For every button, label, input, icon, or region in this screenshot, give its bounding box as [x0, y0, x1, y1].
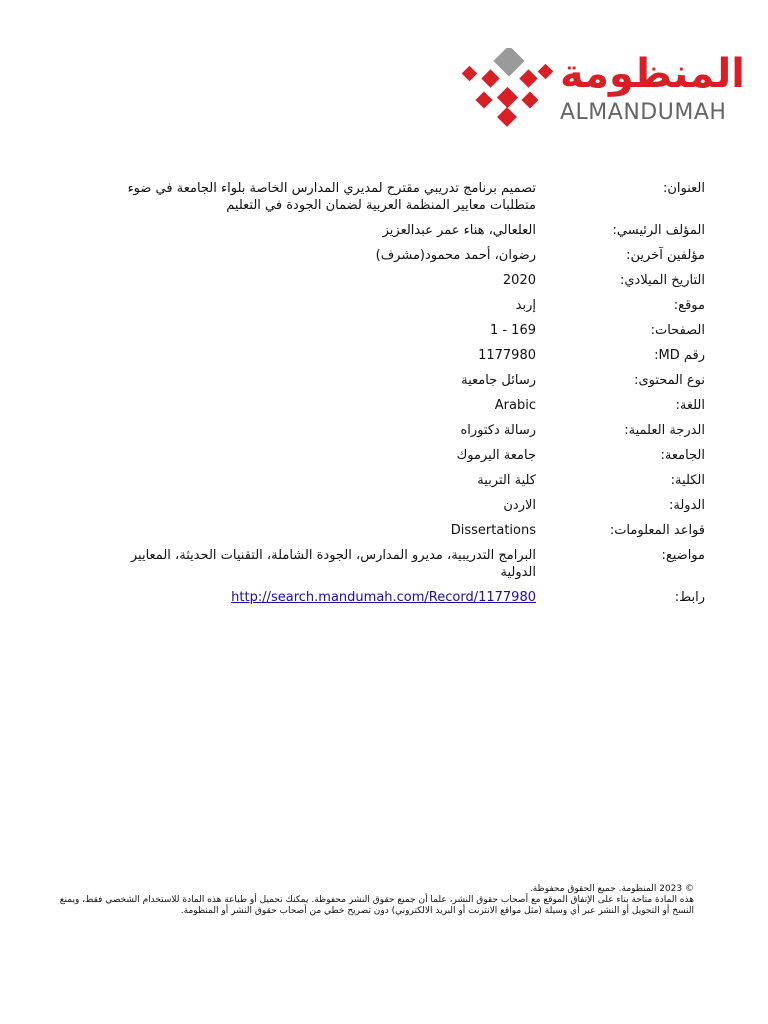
field-label: مؤلفين آخرين:	[626, 248, 705, 263]
field-label: المؤلف الرئيسي:	[612, 223, 705, 238]
field-label: الكلية:	[670, 473, 705, 488]
field-location	[100, 297, 705, 314]
field-other-authors	[100, 247, 705, 264]
field-label: مواضيع:	[661, 548, 705, 563]
almandumah-logo	[458, 48, 745, 128]
field-label: رابط:	[674, 590, 705, 605]
field-value: رسالة دكتوراه	[460, 423, 536, 438]
field-value: رسائل جامعية	[461, 373, 536, 388]
field-value	[100, 589, 536, 606]
logo-english-wordmark: ALMANDUMAH	[560, 100, 727, 125]
field-label: رقم MD:	[654, 348, 705, 363]
field-label: اللغة:	[675, 398, 705, 413]
field-label: نوع المحتوى:	[634, 373, 705, 388]
field-value: 1177980	[478, 348, 536, 363]
field-databases	[100, 522, 705, 539]
logo-arabic-wordmark: المنظومة	[560, 51, 745, 97]
field-value: جامعة اليرموك	[456, 448, 536, 463]
field-value: البرامج التدريبية، مديرو المدارس، الجودة الشاملة، التقنيات الحديثة، المعايير الدولية	[130, 548, 536, 580]
field-pages	[100, 322, 705, 339]
field-value: العلعالي، هناء عمر عبدالعزيز	[382, 223, 536, 238]
field-value: 1 - 169	[489, 323, 536, 338]
field-link	[100, 589, 705, 606]
record-link[interactable]: http://search.mandumah.com/Record/1177980	[231, 590, 536, 605]
field-language	[100, 397, 705, 414]
field-university	[100, 447, 705, 464]
field-label: موقع:	[673, 298, 705, 313]
field-label: الجامعة:	[660, 448, 705, 463]
field-value: كلية التربية	[477, 473, 536, 488]
field-label: قواعد المعلومات:	[609, 523, 705, 538]
field-value: Dissertations	[450, 523, 536, 538]
field-label: الدولة:	[669, 498, 705, 513]
field-value: إربد	[515, 298, 536, 313]
field-date	[100, 272, 705, 289]
field-value: الاردن	[503, 498, 536, 513]
field-faculty	[100, 472, 705, 489]
field-subjects	[100, 547, 705, 581]
field-label: العنوان:	[662, 181, 705, 196]
field-md-number	[100, 347, 705, 364]
field-label: الصفحات:	[650, 323, 705, 338]
footer-notice	[54, 884, 694, 917]
field-degree	[100, 422, 705, 439]
copyright-text: © 2023 المنظومة. جميع الحقوق محفوظة.	[529, 884, 694, 894]
usage-notice-text: هذه المادة متاحة بناء على الإتفاق الموقع مع أصحاب حقوق النشر، علما أن جميع حقوق النشر محفوظة. يمكنك تحميل أو طباعة هذه المادة للاستخدام الشخصي فقط، ويمنع النسخ أو التحويل أو النشر عبر أي وسيلة (مثل مواقع الانترنت أو البريد الالكتروني) دون تصريح خطي من أصحاب حقوق النشر أو المنظومة.	[59, 895, 694, 916]
field-content-type	[100, 372, 705, 389]
field-value: 2020	[502, 273, 536, 288]
field-main-author	[100, 222, 705, 239]
field-country	[100, 497, 705, 514]
field-label: الدرجة العلمية:	[624, 423, 705, 438]
field-value: تصميم برنامج تدريبي مقترح لمديري المدارس الخاصة بلواء الجامعة في ضوء متطلبات معايير المنظمة العربية لضمان الجودة في التعليم	[127, 181, 536, 213]
record-details	[100, 180, 705, 614]
field-value: Arabic	[494, 398, 536, 413]
logo-diamond-mark	[458, 48, 554, 128]
field-title	[100, 180, 705, 214]
field-value: رضوان، أحمد محمود(مشرف)	[375, 248, 536, 263]
field-label: التاريخ الميلادي:	[620, 273, 705, 288]
